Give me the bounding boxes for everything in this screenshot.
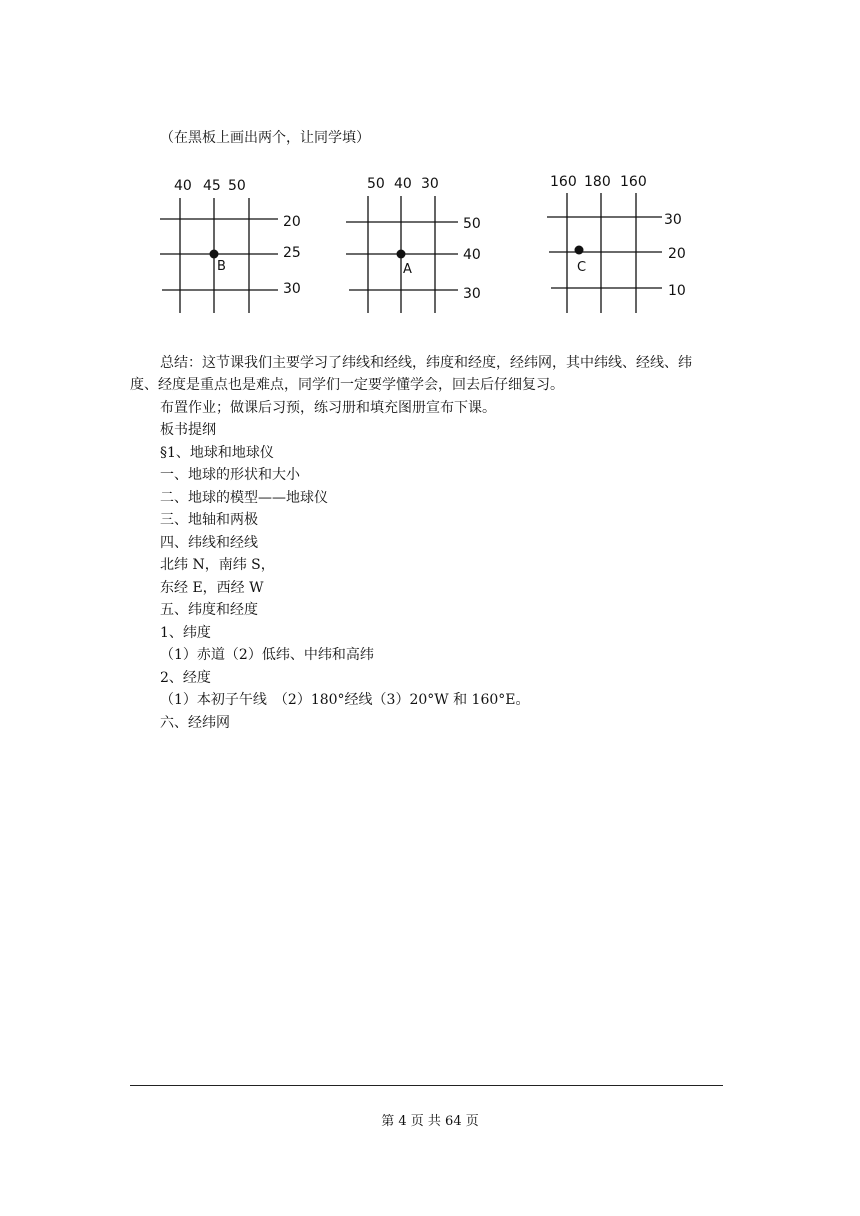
top-label: 50 [367, 176, 385, 192]
outline-item: 一、地球的形状和大小 [160, 467, 300, 483]
top-label: 40 [174, 178, 192, 194]
page-number: 第 4 页 共 64 页 [381, 1114, 479, 1129]
outline-item: 五、纬度和经度 [160, 602, 258, 618]
top-label: 45 [203, 178, 221, 194]
right-label: 10 [668, 283, 686, 299]
right-label: 30 [664, 212, 682, 228]
grid-diagram-b [150, 168, 320, 318]
top-label: 40 [394, 176, 412, 192]
right-label: 30 [463, 286, 481, 302]
summary-line-2: 度、经度是重点也是难点，同学们一定要学懂学会，回去后仔细复习。 [130, 377, 564, 393]
right-label: 50 [463, 216, 481, 232]
right-label: 40 [463, 247, 481, 263]
top-label: 50 [228, 178, 246, 194]
summary-line-1: 总结：这节课我们主要学习了纬线和经线，纬度和经度，经纬网，其中纬线、经线、纬 [160, 355, 692, 371]
point-marker [397, 250, 406, 259]
right-label: 25 [283, 245, 301, 261]
outline-heading: 板书提纲 [160, 422, 216, 438]
top-label: 30 [421, 176, 439, 192]
outline-item: 北纬 N，南纬 S， [160, 557, 275, 573]
outline-item: 六、经纬网 [160, 715, 230, 731]
outline-item: §1、地球和地球仪 [160, 445, 274, 461]
outline-item: 三、地轴和两极 [160, 512, 258, 528]
outline-item: 2、经度 [160, 670, 211, 686]
intro-note: （在黑板上画出两个，让同学填） [160, 130, 370, 146]
grid-diagram-c [540, 168, 710, 318]
outline-item: （1）本初子午线 （2）180°经线（3）20°W 和 160°E。 [160, 692, 530, 708]
top-label: 160 [620, 174, 647, 190]
point-label: B [217, 259, 226, 274]
outline-item: 四、纬线和经线 [160, 535, 258, 551]
grid-diagram-a [340, 168, 510, 318]
homework-note: 布置作业；做课后习预，练习册和填充图册宣布下课。 [160, 400, 496, 416]
outline-item: 1、纬度 [160, 625, 211, 641]
outline-item: （1）赤道（2）低纬、中纬和高纬 [160, 647, 374, 663]
right-label: 30 [283, 281, 301, 297]
footer-divider [130, 1085, 723, 1086]
top-label: 180 [584, 174, 611, 190]
right-label: 20 [668, 246, 686, 262]
point-label: A [403, 262, 412, 277]
top-label: 160 [550, 174, 577, 190]
point-marker [575, 246, 584, 255]
right-label: 20 [283, 214, 301, 230]
point-marker [210, 250, 219, 259]
outline-item: 东经 E，西经 W [160, 580, 264, 596]
point-label: C [577, 260, 587, 275]
outline-item: 二、地球的模型——地球仪 [160, 490, 328, 506]
